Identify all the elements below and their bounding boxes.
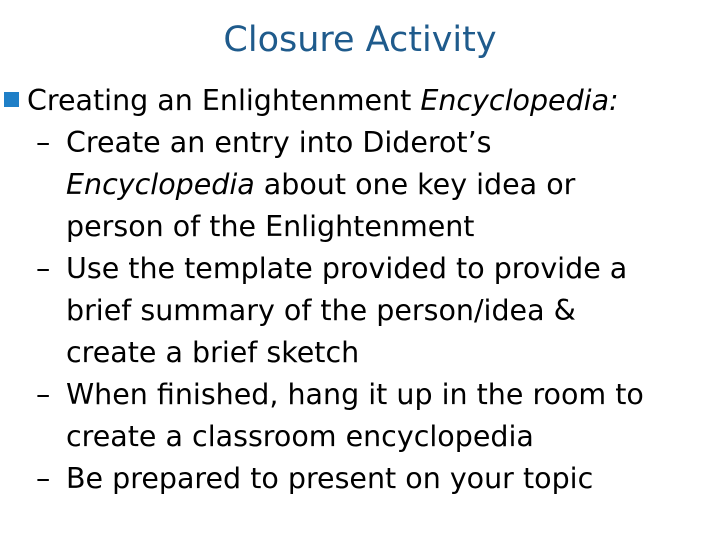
subbullet-item [36, 458, 716, 500]
subbullet-line [36, 290, 716, 332]
subbullet-text: create a classroom encyclopedia [66, 420, 534, 453]
dash-marker: – [36, 126, 51, 159]
subbullet-line [36, 332, 716, 374]
subbullet-text: When finished, hang it up in the room to [66, 378, 644, 411]
slide-title: Closure Activity [223, 20, 497, 60]
subbullet-text: brief summary of the person/idea & [66, 294, 576, 327]
subbullet-line [36, 248, 716, 290]
bullet-text: Creating an Enlightenment [27, 84, 421, 117]
subbullet-item [36, 374, 716, 458]
bullet-item [4, 80, 704, 122]
subbullet-text: Be prepared to present on your topic [66, 462, 594, 495]
subbullet-text: create a brief sketch [66, 336, 360, 369]
subbullet-italic-text: Encyclopedia [66, 168, 255, 201]
subbullet-text: Create an entry into Diderot’s [66, 126, 492, 159]
subbullet-line [36, 416, 716, 458]
subbullet-line [36, 374, 716, 416]
square-bullet-icon [4, 92, 19, 107]
subbullet-item [36, 248, 716, 374]
subbullet-line [36, 206, 716, 248]
subbullet-text: about one key idea or [254, 168, 576, 201]
subbullet-item [36, 122, 716, 248]
bullet-italic-text: Encyclopedia: [420, 84, 619, 117]
dash-marker: – [36, 252, 51, 285]
dash-marker: – [36, 378, 51, 411]
subbullet-line [36, 122, 716, 164]
dash-marker: – [36, 462, 51, 495]
subbullet-text: person of the Enlightenment [66, 210, 475, 243]
subbullet-line [36, 458, 716, 500]
subbullet-line [36, 164, 716, 206]
subbullet-text: Use the template provided to provide a [66, 252, 628, 285]
